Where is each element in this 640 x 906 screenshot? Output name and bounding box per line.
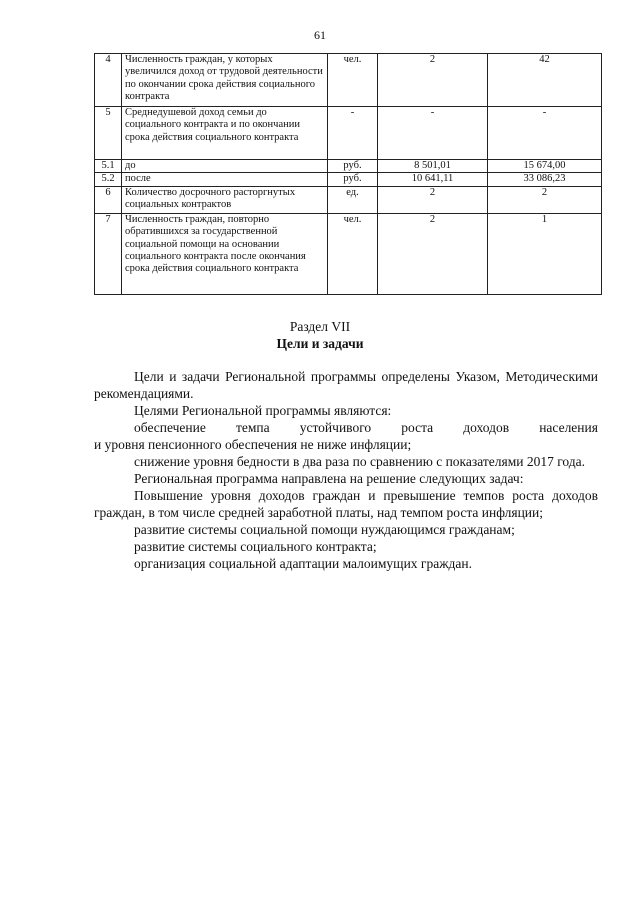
section-heading (0, 318, 640, 352)
paragraph: Региональная программа направлена на решение следующих задач: (134, 471, 524, 486)
paragraph: и уровня пенсионного обеспечения не ниже инфляции; (94, 437, 412, 452)
unit-cell: руб. (328, 160, 378, 173)
row-number: 5 (95, 107, 122, 160)
unit-cell: руб. (328, 173, 378, 186)
value-cell-2: 42 (488, 54, 602, 107)
word: населения (539, 420, 598, 435)
value-cell-1: 2 (378, 54, 488, 107)
table-row (95, 160, 602, 173)
word: устойчивого (299, 420, 372, 435)
indicator-name: Количество досрочного расторгнутых социальных контрактов (122, 186, 328, 213)
table-row (95, 186, 602, 213)
page-number: 61 (314, 28, 326, 42)
value-cell-1: 2 (378, 213, 488, 294)
unit-cell: чел. (328, 54, 378, 107)
value-cell-2: 1 (488, 213, 602, 294)
value-cell-1: - (378, 107, 488, 160)
unit-cell: - (328, 107, 378, 160)
paragraph: развитие системы социальной помощи нуждающимся гражданам; (134, 522, 515, 537)
word: темпа (235, 420, 270, 435)
indicator-name: до (122, 160, 328, 173)
section-label: Раздел VII (289, 319, 351, 334)
indicator-name: после (122, 173, 328, 186)
indicator-name: Среднедушевой доход семьи до социального контракта и по окончании срока действия социального контракта (122, 107, 328, 160)
paragraph: Цели и задачи Региональной программы определены Указом, Методическими рекомендациями. (94, 369, 598, 401)
indicators-table (94, 53, 602, 295)
value-cell-2: 2 (488, 186, 602, 213)
value-cell-2: 15 674,00 (488, 160, 602, 173)
word: обеспечение (134, 420, 206, 435)
value-cell-1: 10 641,11 (378, 173, 488, 186)
paragraph: организация социальной адаптации малоимущих граждан. (134, 556, 472, 571)
value-cell-2: - (488, 107, 602, 160)
word: роста (401, 420, 434, 435)
value-cell-1: 8 501,01 (378, 160, 488, 173)
row-number: 6 (95, 186, 122, 213)
word: доходов (463, 420, 510, 435)
paragraph: развитие системы социального контракта; (134, 539, 377, 554)
table-row (95, 173, 602, 186)
row-number: 5.2 (95, 173, 122, 186)
indicator-name: Численность граждан, у которых увеличился доход от трудовой деятельности по окончании срока действия социального контракта (122, 54, 328, 107)
table-row (95, 54, 602, 107)
section-body (94, 368, 598, 572)
value-cell-2: 33 086,23 (488, 173, 602, 186)
table-row (95, 213, 602, 294)
row-number: 5.1 (95, 160, 122, 173)
paragraph: Целями Региональной программы являются: (134, 403, 392, 418)
goal-line (94, 419, 598, 436)
unit-cell: чел. (328, 213, 378, 294)
row-number: 7 (95, 213, 122, 294)
paragraph: снижение уровня бедности в два раза по сравнению с показателями 2017 года. (134, 454, 586, 469)
section-title: Цели и задачи (276, 336, 364, 351)
row-number: 4 (95, 54, 122, 107)
indicator-name: Численность граждан, повторно обратившихся за государственной социальной помощи на основании социального контракта после окончания срока действия социального контракта (122, 213, 328, 294)
value-cell-1: 2 (378, 186, 488, 213)
unit-cell: ед. (328, 186, 378, 213)
table-row (95, 107, 602, 160)
paragraph: Повышение уровня доходов граждан и превышение темпов роста доходов граждан, в том числе средней заработной платы, над темпом роста инфляции; (94, 488, 598, 520)
